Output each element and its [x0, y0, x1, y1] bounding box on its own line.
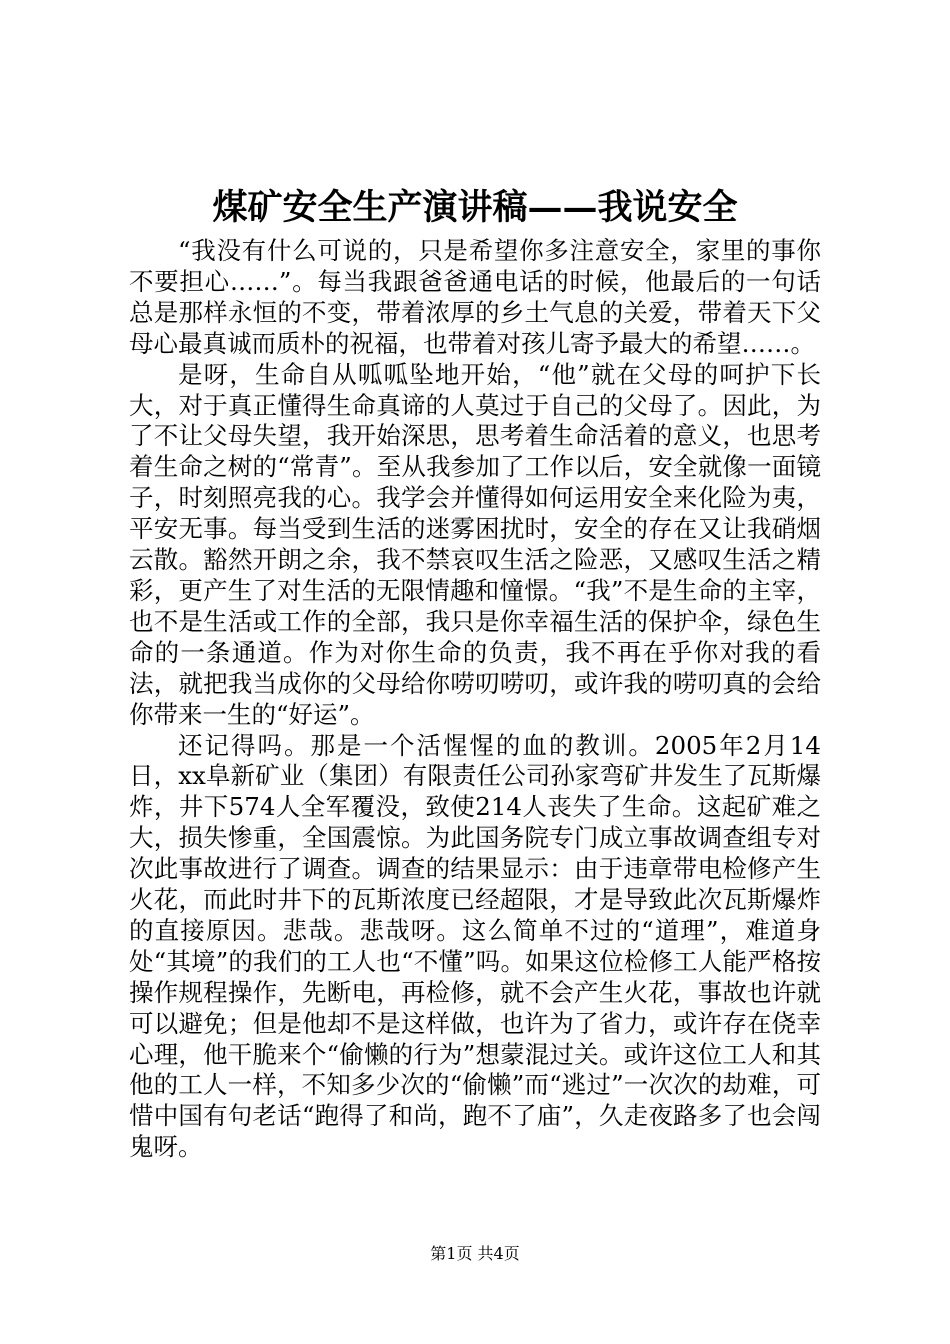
- paragraph-3: 还记得吗。那是一个活惺惺的血的教训。2005年2月14日，xx阜新矿业（集团）有限责任公司孙家弯矿井发生了瓦斯爆炸，井下574人全军覆没，致使214人丧失了生命。这起矿难之大，损失惨重，全国震惊。为此国务院专门成立事故调查组专对次此事故进行了调查。调查的结果显示：由于违章带电检修产生火花，而此时井下的瓦斯浓度已经超限，才是导致此次瓦斯爆炸的直接原因。悲哉。悲哉呀。这么简单不过的“道理”，难道身处“其境”的我们的工人也“不懂”吗。如果这位检修工人能严格按操作规程操作，先断电，再检修，就不会产生火花，事故也许就可以避免；但是他却不是这样做，也许为了省力，或许存在侥幸心理，他干脆来个“偷懒的行为”想蒙混过关。或许这位工人和其他的工人一样，不知多少次的“偷懒”而“逃过”一次次的劫难，可惜中国有句老话“跑得了和尚，跑不了庙”，久走夜路多了也会闯鬼呀。: [129, 730, 821, 1162]
- paragraph-2: 是呀，生命自从呱呱坠地开始，“他”就在父母的呵护下长大，对于真正懂得生命真谛的人莫过于自己的父母了。因此，为了不让父母失望，我开始深思，思考着生命活着的意义，也思考着生命之树的“常青”。至从我参加了工作以后，安全就像一面镜子，时刻照亮我的心。我学会并懂得如何运用安全来化险为夷，平安无事。每当受到生活的迷雾困扰时，安全的存在又让我硝烟云散。豁然开朗之余，我不禁哀叹生活之险恶，又感叹生活之精彩，更产生了对生活的无限情趣和憧憬。“我”不是生命的主宰，也不是生活或工作的全部，我只是你幸福生活的保护伞，绿色生命的一条通道。作为对你生命的负责，我不再在乎你对我的看法，就把我当成你的父母给你唠叨唠叨，或许我的唠叨真的会给你带来一生的“好运”。: [129, 359, 821, 729]
- paragraph-1: “我没有什么可说的，只是希望你多注意安全，家里的事你不要担心……”。每当我跟爸爸通电话的时候，他最后的一句话总是那样永恒的不变，带着浓厚的乡土气息的关爱，带着天下父母心最真诚而质朴的祝福，也带着对孩儿寄予最大的希望……。: [129, 236, 821, 358]
- document-body: [129, 236, 821, 1163]
- page-footer: 第1页 共4页: [430, 1244, 520, 1263]
- document-title: 煤矿安全生产演讲稿——我说安全: [212, 187, 738, 228]
